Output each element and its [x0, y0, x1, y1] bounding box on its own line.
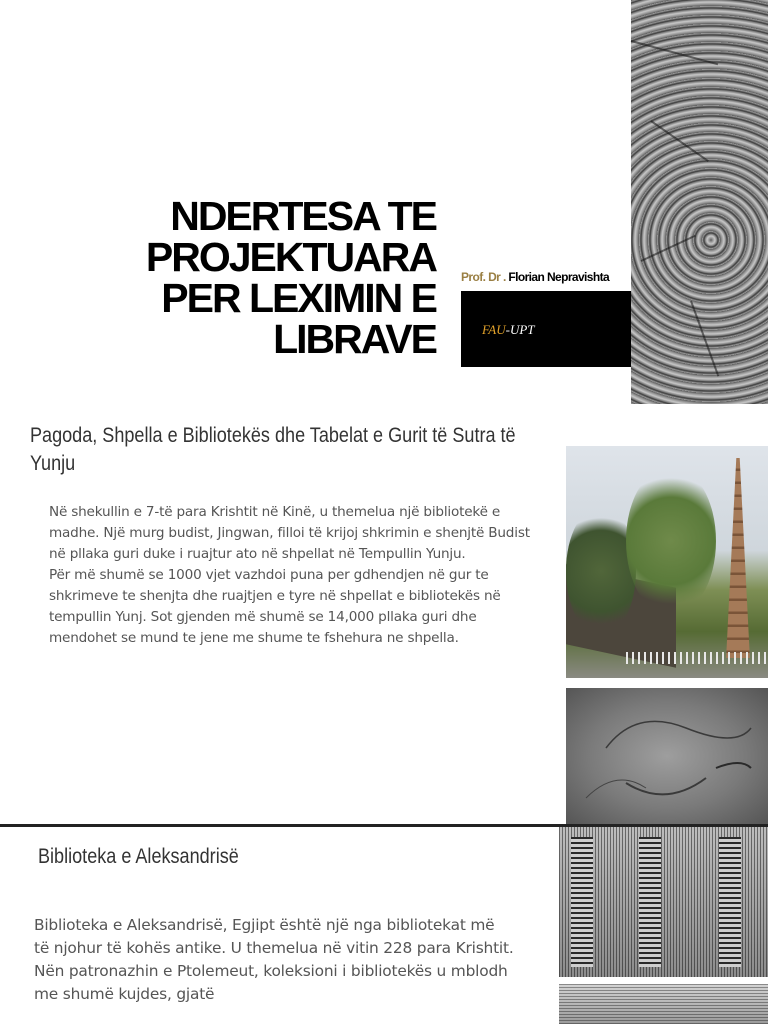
author-name: Florian Nepravishta [508, 270, 610, 284]
slide-heading: Biblioteka e Aleksandrisë [38, 845, 239, 868]
title-slide [0, 0, 768, 404]
engraved-column [639, 837, 661, 967]
wood-crack [641, 235, 696, 262]
lighthouse-engraving [559, 984, 768, 1024]
institution-rest: -UPT [505, 322, 535, 337]
wood-crack [650, 120, 708, 162]
tree [626, 466, 716, 616]
pagoda-photo [566, 446, 768, 678]
wood-rings-image [631, 0, 768, 404]
author-prefix: Prof. Dr . [461, 270, 506, 284]
author-line [461, 270, 609, 284]
title-line: LIBRAVE [273, 316, 436, 362]
institution-label [482, 322, 535, 338]
pagoda-tower [721, 458, 755, 658]
slide-body [34, 914, 514, 1006]
slide-body [49, 502, 539, 649]
alexandria-slide [0, 827, 768, 1024]
title-line: NDERTESA TE [170, 193, 436, 239]
wood-crack [690, 301, 719, 377]
tablet-carving [566, 688, 768, 824]
body-paragraph: Nën patronazhin e Ptolemeut, koleksioni i bibliotekës u mblodh me shumë kujdes, gjatë [34, 962, 508, 1003]
tree [566, 506, 636, 636]
title-line: PER LEXIMIN E [161, 275, 436, 321]
yunju-slide [0, 404, 768, 824]
engraved-column [719, 837, 741, 967]
library-engraving [559, 827, 768, 977]
stone-tablet-photo [566, 688, 768, 824]
body-paragraph: Për më shumë se 1000 vjet vazhdoi puna per gdhendjen në gur te shkrimeve te shenjta dhe ruajtjen e tyre në shpellat e bibliotekës në tempullin Yunj. Sot gjenden më shumë se 14,000 pllaka guri dhe mendohet se mund te jene me shume te fshehura ne shpella. [49, 567, 501, 646]
institution-accent: FAU [482, 322, 506, 337]
presentation-title [145, 193, 436, 362]
body-paragraph: Në shekullin e 7-të para Krishtit në Kinë, u themelua një bibliotekë e madhe. Një murg budist, Jingwan, filloi të krijoj shkrimin e shenjtë Budist në pllaka guri duke i ruajtur ato në shpellat në Tempullin Yunju. [49, 504, 530, 562]
slide-heading: Pagoda, Shpella e Bibliotekës dhe Tabelat e Gurit të Sutra të Yunju [30, 424, 516, 475]
title-line: PROJEKTUARA [145, 234, 436, 280]
body-paragraph: Biblioteka e Aleksandrisë, Egjipt është një nga bibliotekat më të njohur të kohës antike. U themelua në vitin 228 para Krishtit. [34, 916, 514, 957]
engraved-column [571, 837, 593, 967]
fence [626, 652, 768, 664]
wood-crack [631, 40, 718, 65]
